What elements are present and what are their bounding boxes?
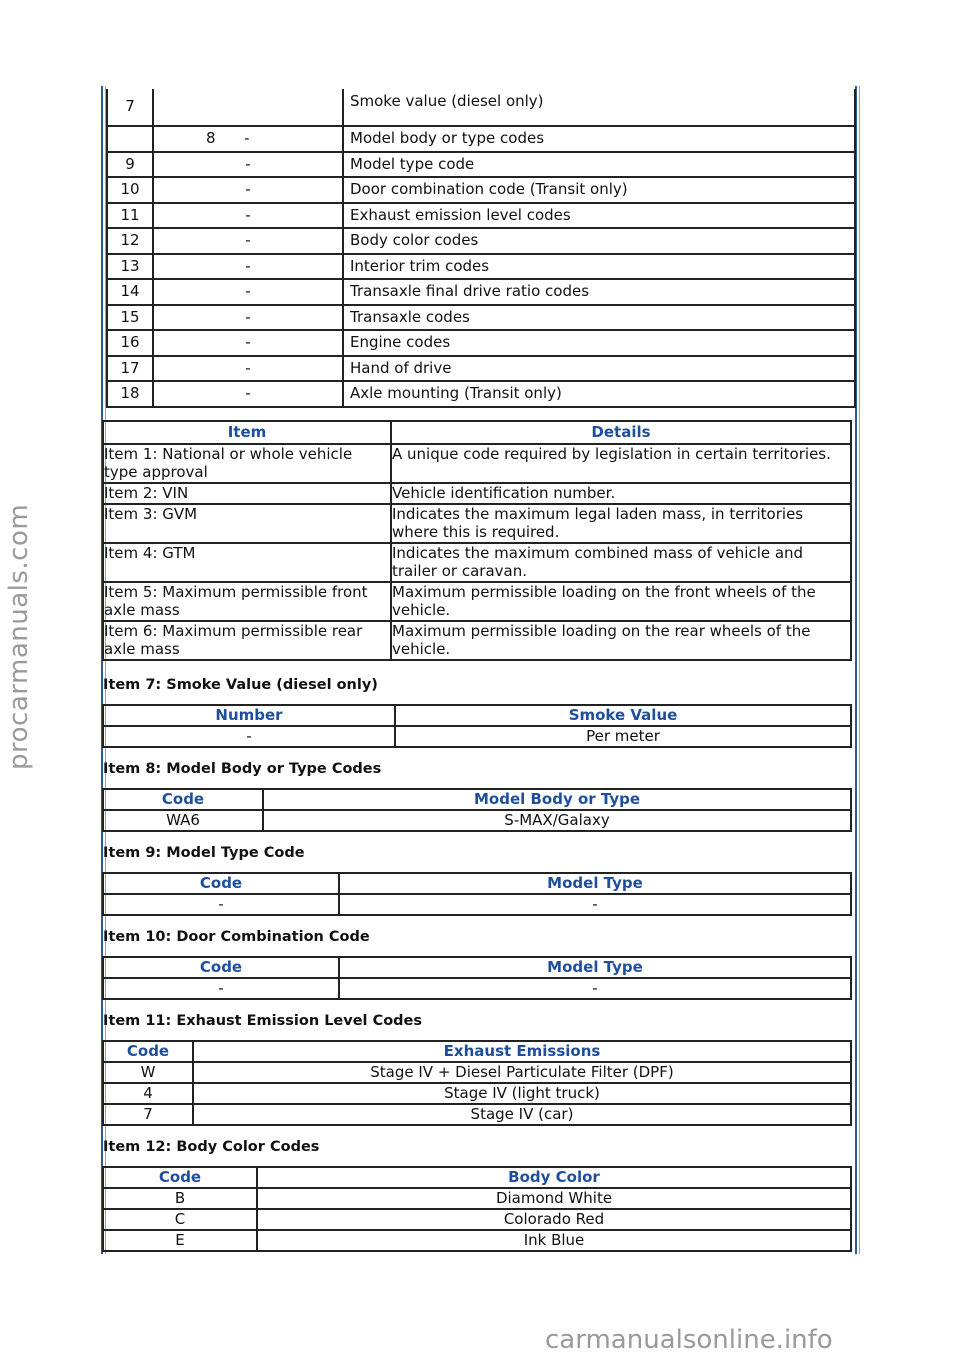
item11-cell: W [103, 1062, 193, 1083]
detail-item: Item 1: National or whole vehicle type approval [103, 444, 391, 483]
item10-header-type: Model Type [339, 957, 851, 978]
legend-num: 15 [107, 305, 153, 331]
item9-header-type: Model Type [339, 873, 851, 894]
table-row [107, 228, 855, 254]
item12-cell: C [103, 1209, 257, 1230]
legend-num: 7 [107, 89, 153, 126]
item9-title: Item 9: Model Type Code [103, 845, 305, 861]
legend-desc: Axle mounting (Transit only) [343, 381, 855, 407]
item11-header-emissions: Exhaust Emissions [193, 1041, 851, 1062]
detail-item: Item 4: GTM [103, 543, 391, 582]
table-row [107, 330, 855, 356]
item7-table [102, 704, 852, 748]
item8-table [102, 788, 852, 832]
legend-mid: - [153, 152, 343, 178]
legend-mid: - [153, 356, 343, 382]
legend-num: 13 [107, 254, 153, 280]
detail-text: A unique code required by legislation in certain territories. [391, 444, 851, 483]
table-row [107, 381, 855, 407]
table-row [107, 254, 855, 280]
detail-item: Item 3: GVM [103, 504, 391, 543]
legend-num [107, 126, 153, 152]
legend-desc: Smoke value (diesel only) [343, 89, 855, 126]
table-row [103, 1083, 851, 1104]
table-row [107, 203, 855, 229]
watermark-bottom: carmanualsonline.info [545, 1325, 833, 1355]
legend-mid: - [153, 254, 343, 280]
item11-cell: Stage IV (car) [193, 1104, 851, 1125]
legend-mid [153, 89, 343, 126]
item11-cell: 7 [103, 1104, 193, 1125]
table-row [103, 543, 851, 582]
legend-desc: Body color codes [343, 228, 855, 254]
legend-num: 17 [107, 356, 153, 382]
table-row [103, 726, 851, 747]
legend-desc: Door combination code (Transit only) [343, 177, 855, 203]
legend-mid: - [153, 330, 343, 356]
table-row [103, 894, 851, 915]
legend-desc: Hand of drive [343, 356, 855, 382]
item12-title: Item 12: Body Color Codes [103, 1139, 320, 1155]
item8-title: Item 8: Model Body or Type Codes [103, 761, 382, 777]
table-row [107, 356, 855, 382]
item11-title: Item 11: Exhaust Emission Level Codes [103, 1013, 423, 1029]
item8-cell: S-MAX/Galaxy [263, 810, 851, 831]
legend-num: 10 [107, 177, 153, 203]
item12-cell: Diamond White [257, 1188, 851, 1209]
item9-cell: - [339, 894, 851, 915]
item11-table [102, 1040, 852, 1126]
table-row [107, 89, 855, 126]
table-row [103, 1188, 851, 1209]
legend-mid: - [153, 228, 343, 254]
legend-desc: Exhaust emission level codes [343, 203, 855, 229]
item7-title: Item 7: Smoke Value (diesel only) [103, 677, 378, 693]
table-row [103, 444, 851, 483]
details-header-details: Details [391, 421, 851, 444]
item10-cell: - [103, 978, 339, 999]
table-row [107, 305, 855, 331]
item10-title: Item 10: Door Combination Code [103, 929, 370, 945]
legend-num: 18 [107, 381, 153, 407]
item9-cell: - [103, 894, 339, 915]
item11-cell: Stage IV (light truck) [193, 1083, 851, 1104]
legend-mid: - [153, 279, 343, 305]
details-header-item: Item [103, 421, 391, 444]
table-row [107, 177, 855, 203]
item11-cell: 4 [103, 1083, 193, 1104]
legend-mid: - [153, 203, 343, 229]
item7-cell: Per meter [395, 726, 851, 747]
frame-right-inner-line [859, 86, 860, 1254]
legend-mid: 8 - [153, 126, 343, 152]
table-row [103, 582, 851, 621]
table-row [107, 279, 855, 305]
item8-cell: WA6 [103, 810, 263, 831]
legend-mid: - [153, 305, 343, 331]
detail-text: Maximum permissible loading on the rear wheels of the vehicle. [391, 621, 851, 660]
item7-cell: - [103, 726, 395, 747]
item8-header-code: Code [103, 789, 263, 810]
legend-num: 14 [107, 279, 153, 305]
item10-cell: - [339, 978, 851, 999]
table-row [103, 621, 851, 660]
watermark-side: procarmanuals.com [4, 503, 34, 770]
table-row [107, 126, 855, 152]
item7-header-smoke: Smoke Value [395, 705, 851, 726]
detail-item: Item 6: Maximum permissible rear axle mass [103, 621, 391, 660]
item7-header-number: Number [103, 705, 395, 726]
item12-table [102, 1166, 852, 1252]
item10-table [102, 956, 852, 1000]
legend-desc: Model type code [343, 152, 855, 178]
item12-cell: B [103, 1188, 257, 1209]
legend-desc: Interior trim codes [343, 254, 855, 280]
table-row [103, 483, 851, 504]
item12-header-color: Body Color [257, 1167, 851, 1188]
legend-desc: Transaxle final drive ratio codes [343, 279, 855, 305]
details-table [102, 420, 852, 661]
item12-cell: E [103, 1230, 257, 1251]
item12-cell: Ink Blue [257, 1230, 851, 1251]
table-row [103, 978, 851, 999]
legend-num: 11 [107, 203, 153, 229]
item9-header-code: Code [103, 873, 339, 894]
detail-item: Item 2: VIN [103, 483, 391, 504]
detail-text: Indicates the maximum combined mass of vehicle and trailer or caravan. [391, 543, 851, 582]
table-row [103, 1209, 851, 1230]
item9-table [102, 872, 852, 916]
table-row [103, 1062, 851, 1083]
item12-cell: Colorado Red [257, 1209, 851, 1230]
table-row [103, 504, 851, 543]
table-row [107, 152, 855, 178]
item10-header-code: Code [103, 957, 339, 978]
legend-num: 9 [107, 152, 153, 178]
item8-header-body: Model Body or Type [263, 789, 851, 810]
legend-num: 12 [107, 228, 153, 254]
legend-num: 16 [107, 330, 153, 356]
detail-text: Maximum permissible loading on the front wheels of the vehicle. [391, 582, 851, 621]
legend-mid: - [153, 381, 343, 407]
table-row [103, 1230, 851, 1251]
table-row [103, 810, 851, 831]
item12-header-code: Code [103, 1167, 257, 1188]
legend-table [106, 89, 856, 408]
legend-mid: - [153, 177, 343, 203]
detail-text: Indicates the maximum legal laden mass, in territories where this is required. [391, 504, 851, 543]
item11-cell: Stage IV + Diesel Particulate Filter (DPF) [193, 1062, 851, 1083]
detail-text: Vehicle identification number. [391, 483, 851, 504]
legend-desc: Engine codes [343, 330, 855, 356]
legend-desc: Transaxle codes [343, 305, 855, 331]
detail-item: Item 5: Maximum permissible front axle mass [103, 582, 391, 621]
item11-header-code: Code [103, 1041, 193, 1062]
legend-desc: Model body or type codes [343, 126, 855, 152]
table-row [103, 1104, 851, 1125]
